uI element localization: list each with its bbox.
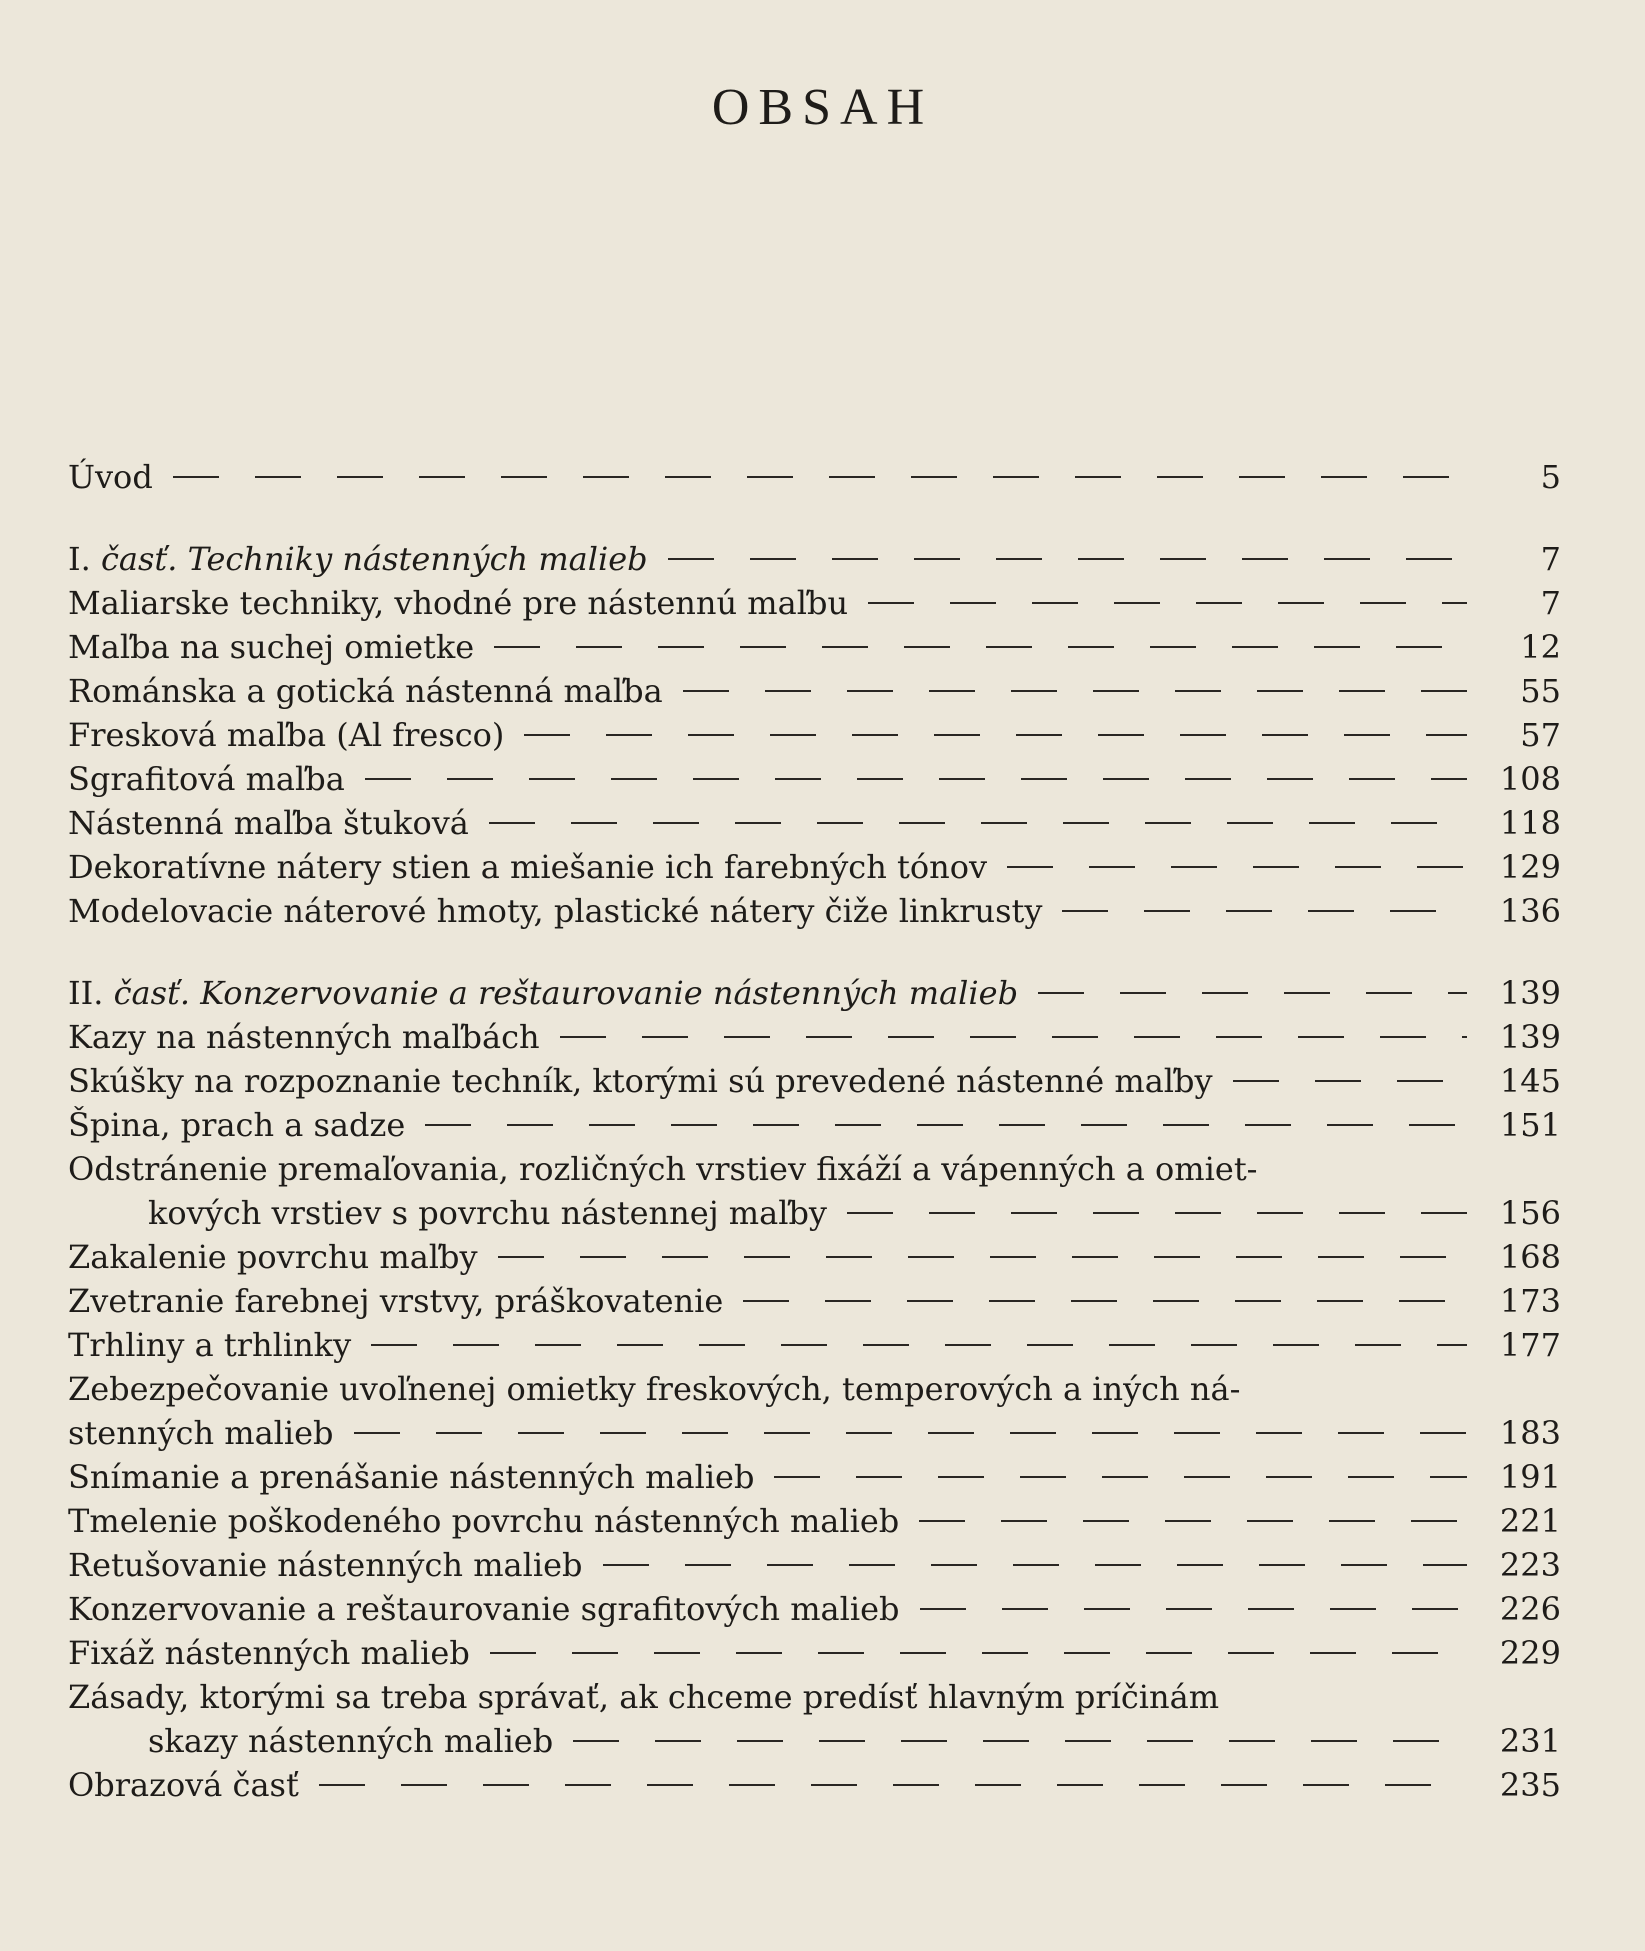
toc-label: Retušovanie nástenných malieb (68, 1546, 583, 1584)
toc-entry[interactable] (68, 625, 1561, 669)
toc-label: Dekoratívne nátery stien a miešanie ich farebných tónov (68, 848, 988, 886)
leader-dashes (494, 646, 1467, 648)
page-number: 173 (1499, 1282, 1561, 1320)
toc-label: Konzervovanie a reštaurovanie sgrafitových malieb (68, 1590, 900, 1628)
page-number: 183 (1499, 1414, 1561, 1452)
page-number: 129 (1499, 848, 1561, 886)
toc-entry[interactable] (68, 581, 1561, 625)
toc-label-continued: stenných malieb (68, 1414, 334, 1452)
page-number: 226 (1499, 1590, 1561, 1628)
leader-dashes (524, 734, 1467, 736)
page-number: 7 (1540, 584, 1561, 622)
toc-label: Zakalenie povrchu maľby (68, 1238, 478, 1276)
page-number: 5 (1540, 458, 1561, 496)
toc-label: Zásady, ktorými sa treba správať, ak chceme predísť hlavným príčinám (68, 1678, 1220, 1716)
leader-dashes (847, 1212, 1467, 1214)
toc-entry[interactable] (68, 1631, 1561, 1675)
toc-label: Maliarske techniky, vhodné pre nástennú maľbu (68, 584, 849, 622)
toc-entry[interactable] (68, 889, 1561, 933)
leader-dashes (489, 822, 1467, 824)
leader-dashes (560, 1036, 1467, 1038)
leader-dashes (1038, 992, 1467, 994)
leader-dashes (668, 558, 1467, 560)
toc-entry[interactable] (68, 1587, 1561, 1631)
leader-dashes (743, 1300, 1467, 1302)
toc-label: Zvetranie farebnej vrstvy, práškovatenie (68, 1282, 724, 1320)
leader-dashes (365, 778, 1467, 780)
part-number: II. (68, 974, 104, 1012)
table-of-contents (68, 455, 1561, 1807)
toc-part-2-heading[interactable] (68, 971, 1561, 1015)
toc-label: Fixáž nástenných malieb (68, 1634, 470, 1672)
leader-dashes (498, 1256, 1467, 1258)
toc-entry[interactable] (68, 1763, 1561, 1807)
page-title: OBSAH (711, 79, 934, 136)
toc-label: Úvod (68, 458, 153, 496)
toc-entry[interactable] (68, 1455, 1561, 1499)
leader-dashes (603, 1564, 1467, 1566)
toc-label: Zebezpečovanie uvoľnenej omietky freskových, temperových a iných ná- (68, 1370, 1241, 1408)
leader-dashes (490, 1652, 1467, 1654)
page-number: 231 (1499, 1722, 1561, 1760)
leader-dashes (919, 1520, 1467, 1522)
leader-dashes (425, 1124, 1467, 1126)
leader-dashes (920, 1608, 1467, 1610)
page-number: 221 (1499, 1502, 1561, 1540)
leader-dashes (868, 602, 1467, 604)
toc-label-continued: skazy nástenných malieb (148, 1722, 554, 1760)
leader-dashes (319, 1784, 1467, 1786)
toc-entry[interactable] (68, 845, 1561, 889)
toc-entry[interactable] (68, 1059, 1561, 1103)
part-title: časť. Techniky nástenných malieb (100, 540, 648, 578)
toc-entry-line-2[interactable] (68, 1191, 1561, 1235)
page-number: 7 (1540, 540, 1561, 578)
toc-label: Sgrafitová maľba (68, 760, 345, 798)
leader-dashes (371, 1344, 1467, 1346)
toc-entry[interactable] (68, 1103, 1561, 1147)
toc-entry[interactable] (68, 1543, 1561, 1587)
page-number: 136 (1499, 892, 1561, 930)
toc-label: Kazy na nástenných maľbách (68, 1018, 540, 1056)
leader-dashes (173, 476, 1467, 478)
toc-entry[interactable] (68, 1499, 1561, 1543)
page-number: 139 (1499, 974, 1561, 1012)
page-number: 168 (1499, 1238, 1561, 1276)
toc-label: Tmelenie poškodeného povrchu nástenných malieb (68, 1502, 900, 1540)
page-number: 108 (1499, 760, 1561, 798)
toc-label: Románska a gotická nástenná maľba (68, 672, 663, 710)
page-number: 57 (1520, 716, 1561, 754)
leader-dashes (774, 1476, 1467, 1478)
page-number: 139 (1499, 1018, 1561, 1056)
toc-label: Skúšky na rozpoznanie techník, ktorými sú prevedené nástenné maľby (68, 1062, 1213, 1100)
toc-entry-line-1[interactable] (68, 1147, 1561, 1191)
toc-label: Maľba na suchej omietke (68, 628, 475, 666)
page-number: 55 (1520, 672, 1561, 710)
toc-label: Špina, prach a sadze (68, 1106, 406, 1144)
leader-dashes (683, 690, 1467, 692)
toc-label: Modelovacie náterové hmoty, plastické nátery čiže linkrusty (68, 892, 1043, 930)
page-number: 191 (1499, 1458, 1561, 1496)
page-number: 151 (1499, 1106, 1561, 1144)
page-number: 118 (1499, 804, 1561, 842)
leader-dashes (1233, 1080, 1467, 1082)
toc-entry-line-2[interactable] (68, 1719, 1561, 1763)
leader-dashes (1007, 866, 1467, 868)
toc-entry[interactable] (68, 713, 1561, 757)
page-number: 177 (1499, 1326, 1561, 1364)
toc-label: Fresková maľba (Al fresco) (68, 716, 505, 754)
part-number: I. (68, 540, 91, 578)
page-number: 223 (1499, 1546, 1561, 1584)
page-number: 145 (1499, 1062, 1561, 1100)
toc-label-continued: kových vrstiev s povrchu nástennej maľby (148, 1194, 827, 1232)
part-title: časť. Konzervovanie a reštaurovanie nástenných malieb (113, 974, 1019, 1012)
leader-dashes (1062, 910, 1467, 912)
leader-dashes (354, 1432, 1467, 1434)
toc-entry[interactable] (68, 757, 1561, 801)
toc-entry[interactable] (68, 669, 1561, 713)
page-number: 235 (1499, 1766, 1561, 1804)
toc-entry-line-2[interactable] (68, 1411, 1561, 1455)
toc-label: Obrazová časť (68, 1766, 299, 1804)
toc-entry[interactable] (68, 1235, 1561, 1279)
toc-label: Snímanie a prenášanie nástenných malieb (68, 1458, 755, 1496)
page-number: 156 (1499, 1194, 1561, 1232)
toc-label: Odstránenie premaľovania, rozličných vrstiev fixáží a vápenných a omiet- (68, 1150, 1258, 1188)
toc-entry[interactable] (68, 1279, 1561, 1323)
toc-entry-line-1[interactable] (68, 1675, 1561, 1719)
toc-entry[interactable] (68, 801, 1561, 845)
page-number: 12 (1520, 628, 1561, 666)
toc-entry-intro[interactable] (68, 455, 1561, 499)
toc-entry[interactable] (68, 1323, 1561, 1367)
toc-entry[interactable] (68, 1015, 1561, 1059)
toc-label: Trhliny a trhlinky (68, 1326, 352, 1364)
toc-label: Nástenná maľba štuková (68, 804, 469, 842)
page-number: 229 (1499, 1634, 1561, 1672)
toc-entry-line-1[interactable] (68, 1367, 1561, 1411)
leader-dashes (573, 1740, 1467, 1742)
toc-part-1-heading[interactable] (68, 537, 1561, 581)
